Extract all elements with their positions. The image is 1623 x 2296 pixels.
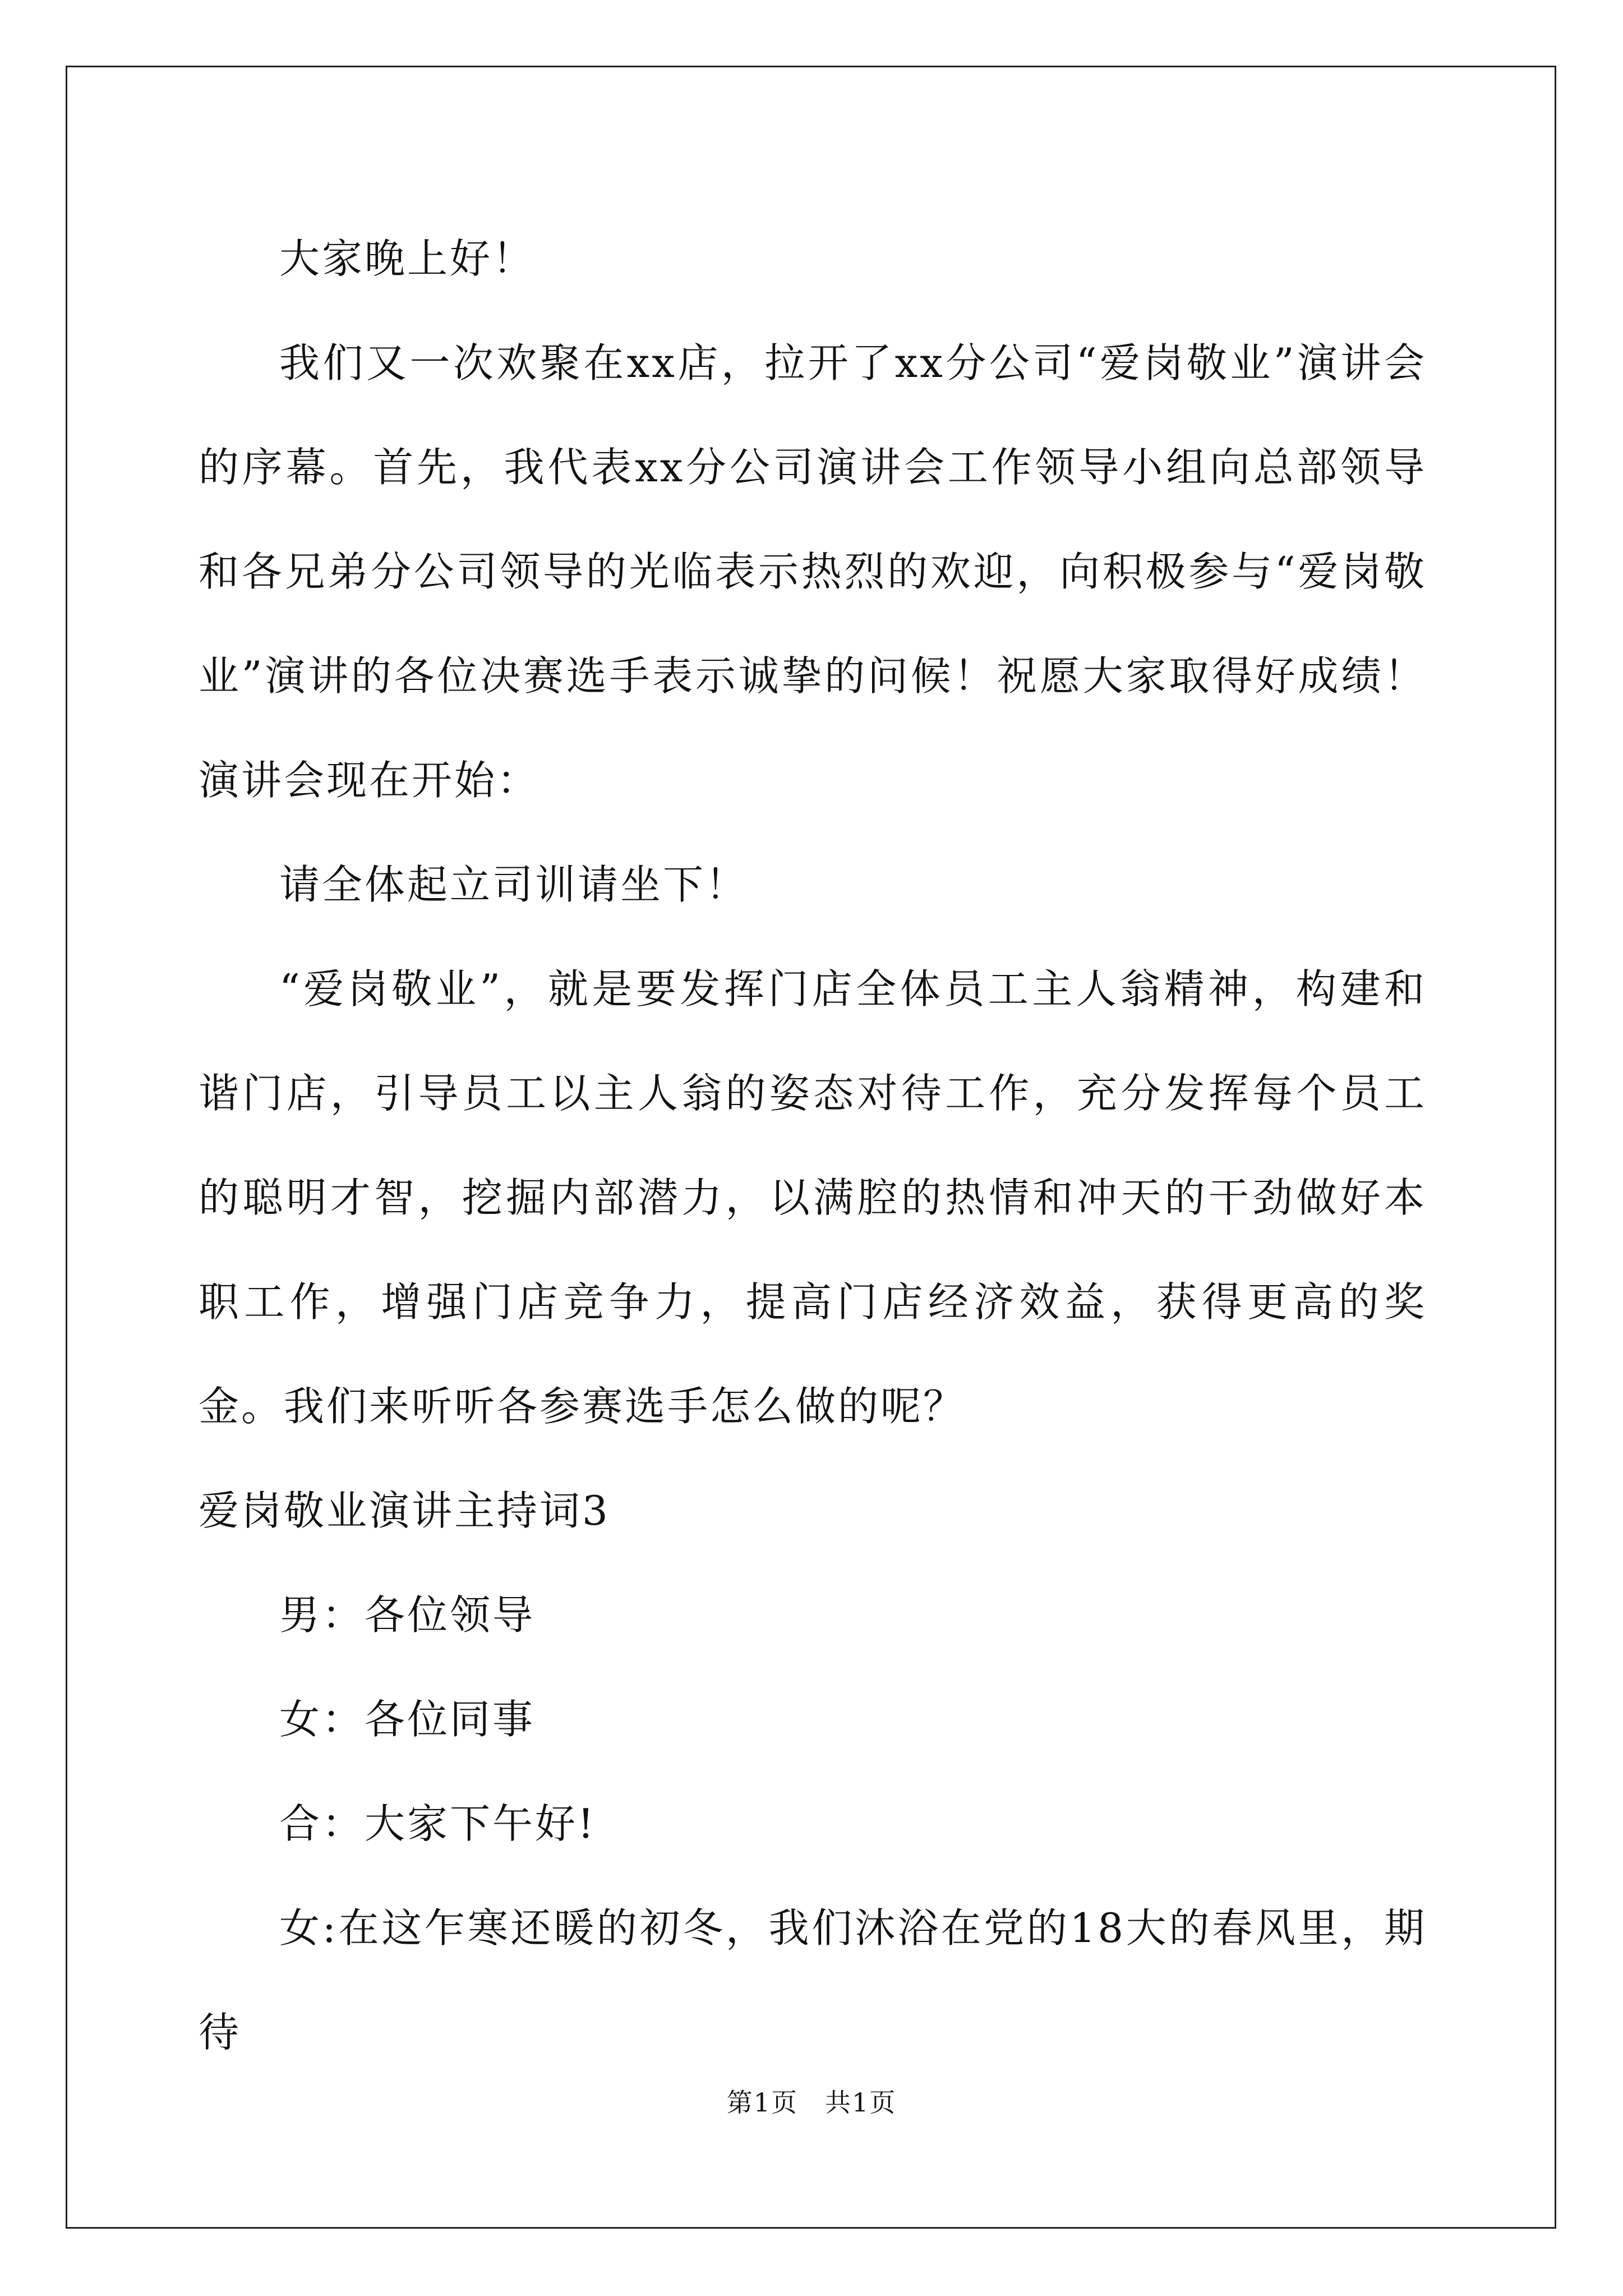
page-number-footer: 第1页 共1页 (726, 2087, 897, 2118)
paragraph-opening: 我们又一次欢聚在xx店，拉开了xx分公司“爱岗敬业”演讲会的序幕。首先，我代表xx分公司演讲会工作领导小组向总部领导和各兄弟分公司领导的光临表示热烈的欢迎，向积极参与“爱岗敬业”演讲的各位决赛选手表示诚挚的问候！祝愿大家取得好成绩！演讲会现在开始： (199, 339, 1427, 804)
section-heading: 爱岗敬业演讲主持词3 (199, 1487, 610, 1534)
paragraph-stand-up: 请全体起立司训请坐下！ (279, 861, 749, 908)
paragraph-greeting: 大家晚上好！ (279, 235, 536, 282)
paragraph-together: 合：大家下午好! (279, 1800, 596, 1847)
document-body (199, 206, 1427, 2085)
paragraph-male-host: 男：各位领导 (279, 1591, 536, 1639)
paragraph-female-intro: 女:在这乍寒还暖的初冬，我们沐浴在党的18大的春风里，期待 (199, 1904, 1427, 2056)
paragraph-female-host: 女：各位同事 (279, 1696, 536, 1743)
paragraph-dedication: “爱岗敬业”，就是要发挥门店全体员工主人翁精神，构建和谐门店，引导员工以主人翁的姿态对待工作，充分发挥每个员工的聪明才智，挖掘内部潜力，以满腔的热情和冲天的干劲做好本职工作，增强门店竞争力，提高门店经济效益，获得更高的奖金。我们来听听各参赛选手怎么做的呢？ (199, 965, 1427, 1430)
